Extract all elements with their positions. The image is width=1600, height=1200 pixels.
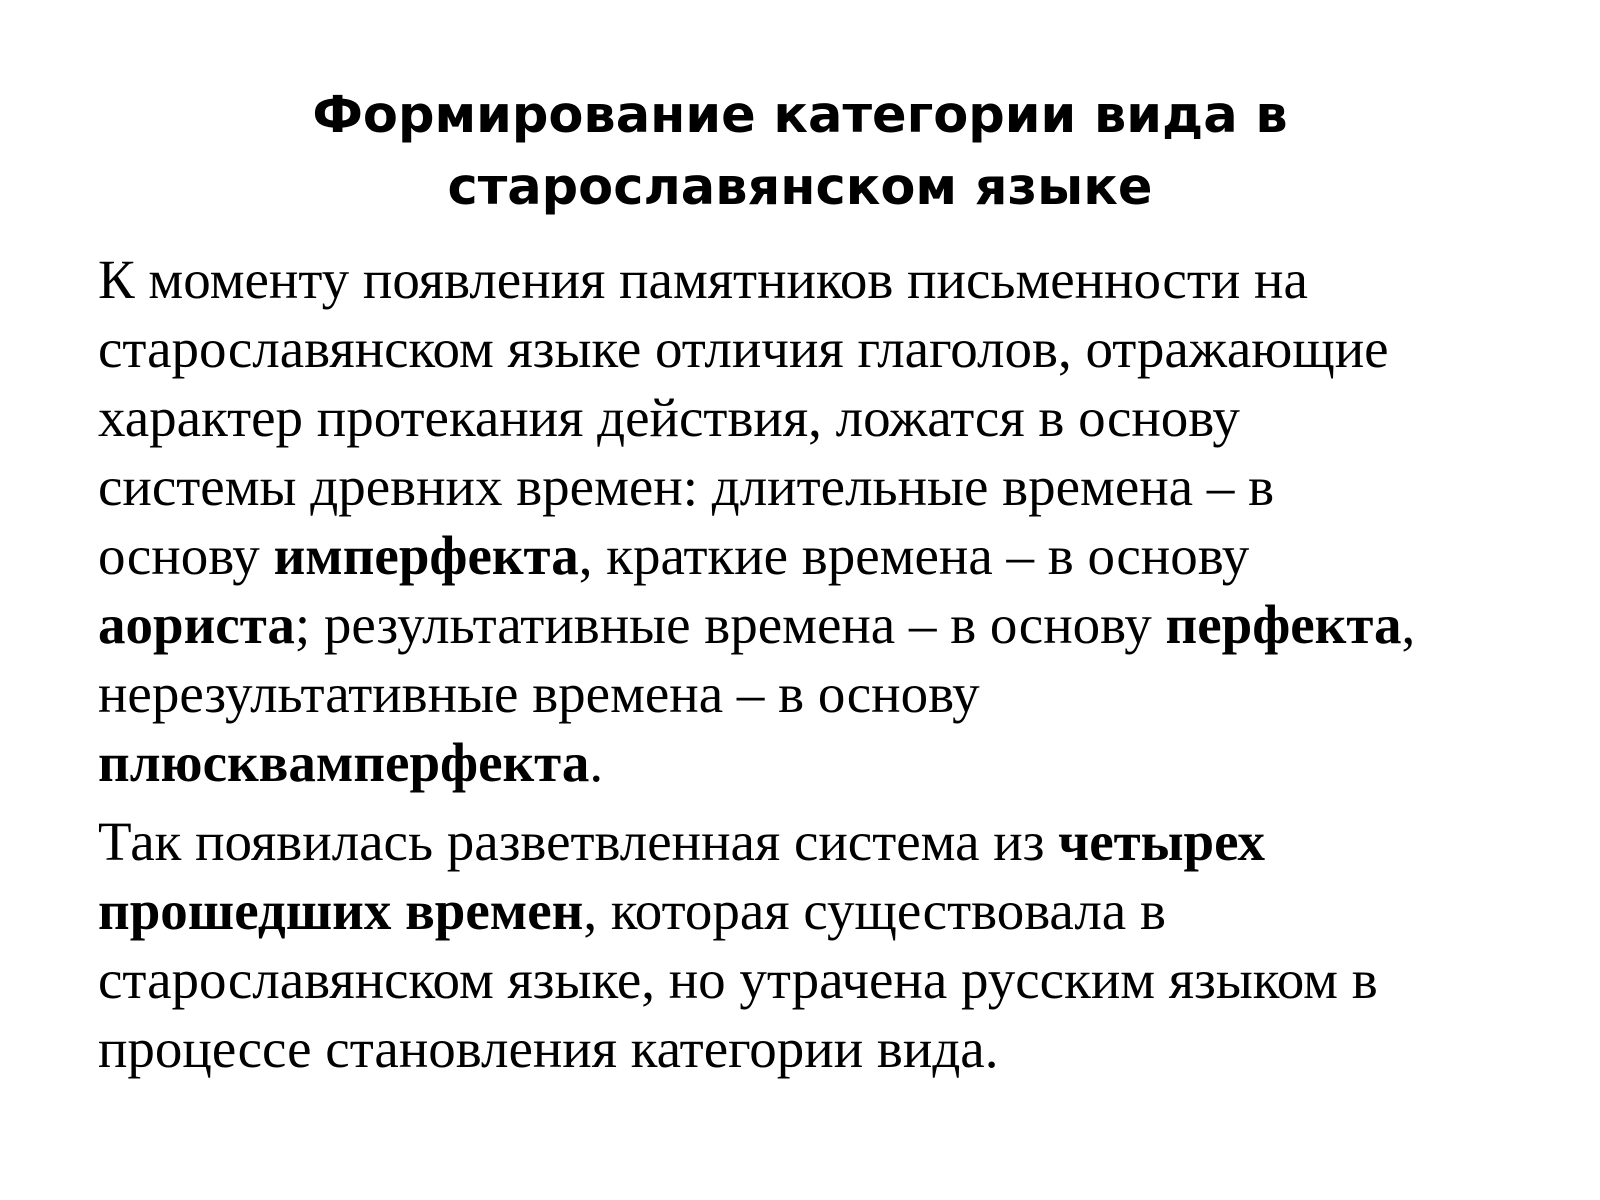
paragraph-1 xyxy=(98,245,1548,797)
text-run: основу xyxy=(98,525,274,586)
term-past-tenses: прошедших времен xyxy=(98,880,584,941)
paragraph-2-line-4: процессе становления категории вида. xyxy=(98,1018,999,1079)
text-run: , xyxy=(1401,594,1416,655)
paragraph-1-line-4: системы древних времен: длительные времена – в xyxy=(98,456,1275,517)
slide-title-line-1: Формирование категории вида в xyxy=(312,86,1288,145)
paragraph-1-line-7: нерезультативные времена – в основу xyxy=(98,663,980,724)
term-perfect: перфекта xyxy=(1165,594,1402,655)
text-run: Так появилась разветвленная система из xyxy=(98,811,1059,872)
term-imperfect: имперфекта xyxy=(273,525,579,586)
slide-title-line-2: старославянском языке xyxy=(447,158,1153,217)
text-run: . xyxy=(589,732,604,793)
paragraph-2-line-3: старославянском языке, но утрачена русским языком в xyxy=(98,949,1378,1010)
paragraph-1-line-1: К моменту появления памятников письменности на xyxy=(98,249,1308,310)
paragraph-2-line-2 xyxy=(98,876,1548,945)
paragraph-2-line-1 xyxy=(98,807,1548,876)
text-run: , краткие времена – в основу xyxy=(578,525,1250,586)
paragraph-1-line-6 xyxy=(98,590,1548,659)
paragraph-1-line-5 xyxy=(98,521,1548,590)
text-run: , которая существовала в xyxy=(583,880,1166,941)
term-pluperfect: плюсквамперфекта xyxy=(98,732,590,793)
slide-title xyxy=(200,80,1400,224)
paragraph-1-line-2: старославянском языке отличия глаголов, отражающие xyxy=(98,318,1389,379)
paragraph-1-line-8 xyxy=(98,728,1548,797)
term-four: четырех xyxy=(1058,811,1265,872)
text-run: ; результативные времена – в основу xyxy=(294,594,1166,655)
slide-body xyxy=(98,245,1548,1083)
paragraph-2 xyxy=(98,807,1548,1083)
paragraph-1-line-3: характер протекания действия, ложатся в основу xyxy=(98,387,1240,448)
term-aorist: аориста xyxy=(98,594,295,655)
